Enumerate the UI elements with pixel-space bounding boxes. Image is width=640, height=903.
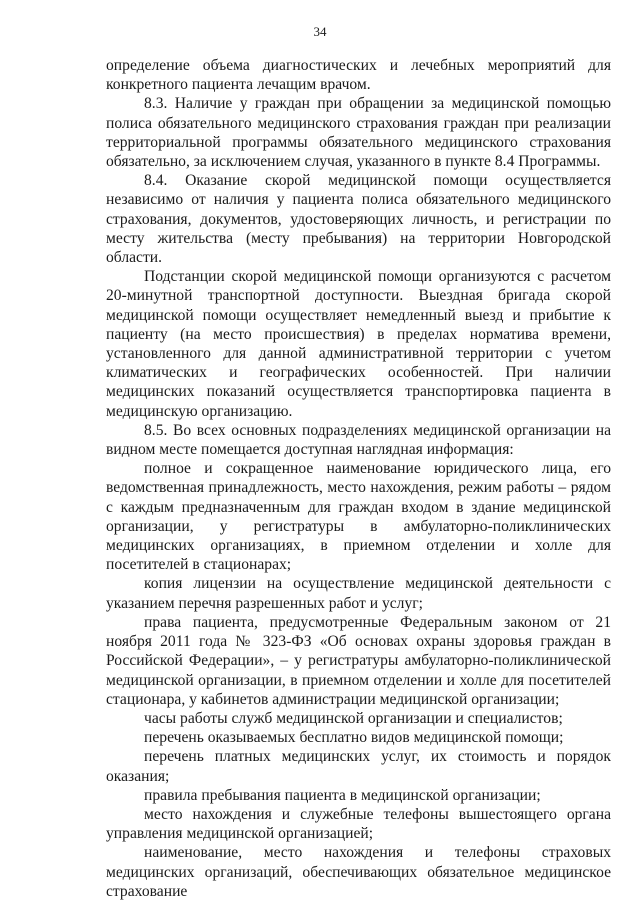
list-item-higher-authority: место нахождения и служебные телефоны вышестоящего органа управления медицинской организацией;: [106, 805, 611, 843]
paragraph-continuation: определение объема диагностических и лечебных мероприятий для конкретного пациента лечащим врачом.: [106, 57, 611, 94]
page-number: 34: [313, 24, 327, 39]
document-body: [106, 56, 611, 901]
paragraph-8-3: 8.3. Наличие у граждан при обращении за медицинской помощью полиса обязательного медицинского страхования граждан при реализации территориальной программы обязательного медицинского страхования обязательно, за исключением случая, указанного в пункте 8.4 Программы.: [106, 95, 611, 171]
paragraph-ambulance-substations: Подстанции скорой медицинской помощи организуются с расчетом 20-минутной транспортной доступности. Выездная бригада скорой медицинской помощи осуществляет немедленный выезд и прибытие к пациенту (на место происшествия) в пределах норматива времени, установленного для данной административной территории с учетом климатических и географических особенностей. При наличии медицинских показаний осуществляется транспортировка пациента в медицинскую организацию.: [106, 268, 611, 420]
list-item-patient-rights: права пациента, предусмотренные Федеральным законом от 21 ноября 2011 года № 323-ФЗ «Об основах охраны здоровья граждан в Российской Федерации», – у регистратуры амбулаторно-поликлинической медицинской организации, в приемном отделении и холле для посетителей стационара, у кабинетов администрации медицинской организации;: [106, 613, 611, 708]
list-item-license-copy: копия лицензии на осуществление медицинской деятельности с указанием перечня разрешенных работ и услуг;: [106, 575, 611, 612]
list-item-legal-name: полное и сокращенное наименование юридического лица, его ведомственная принадлежность, место нахождения, режим работы – рядом с каждым предназначенным для граждан входом в здание медицинской организации, у регистратуры в амбулаторно-поликлинических медицинских организациях, в приемном отделении и холле для посетителей в стационарах;: [106, 460, 611, 574]
list-item-free-services: перечень оказываемых бесплатно видов медицинской помощи;: [144, 729, 564, 747]
list-item-paid-services: перечень платных медицинских услуг, их стоимость и порядок оказания;: [106, 748, 611, 785]
paragraph-8-5: 8.5. Во всех основных подразделениях медицинской организации на видном месте помещается доступная наглядная информация:: [106, 421, 611, 459]
paragraph-8-4: 8.4. Оказание скорой медицинской помощи осуществляется независимо от наличия у пациента полиса обязательного медицинского страхования, документов, удостоверяющих личность, и регистрации по месту жительства (месту пребывания) на территории Новгородской области.: [106, 172, 611, 267]
list-item-insurance-orgs: наименование, место нахождения и телефоны страховых медицинских организаций, обеспечивающих обязательное медицинское страхование: [106, 844, 611, 900]
list-item-working-hours: часы работы служб медицинской организации и специалистов;: [144, 709, 563, 727]
list-item-stay-rules: правила пребывания пациента в медицинской организации;: [144, 786, 541, 804]
